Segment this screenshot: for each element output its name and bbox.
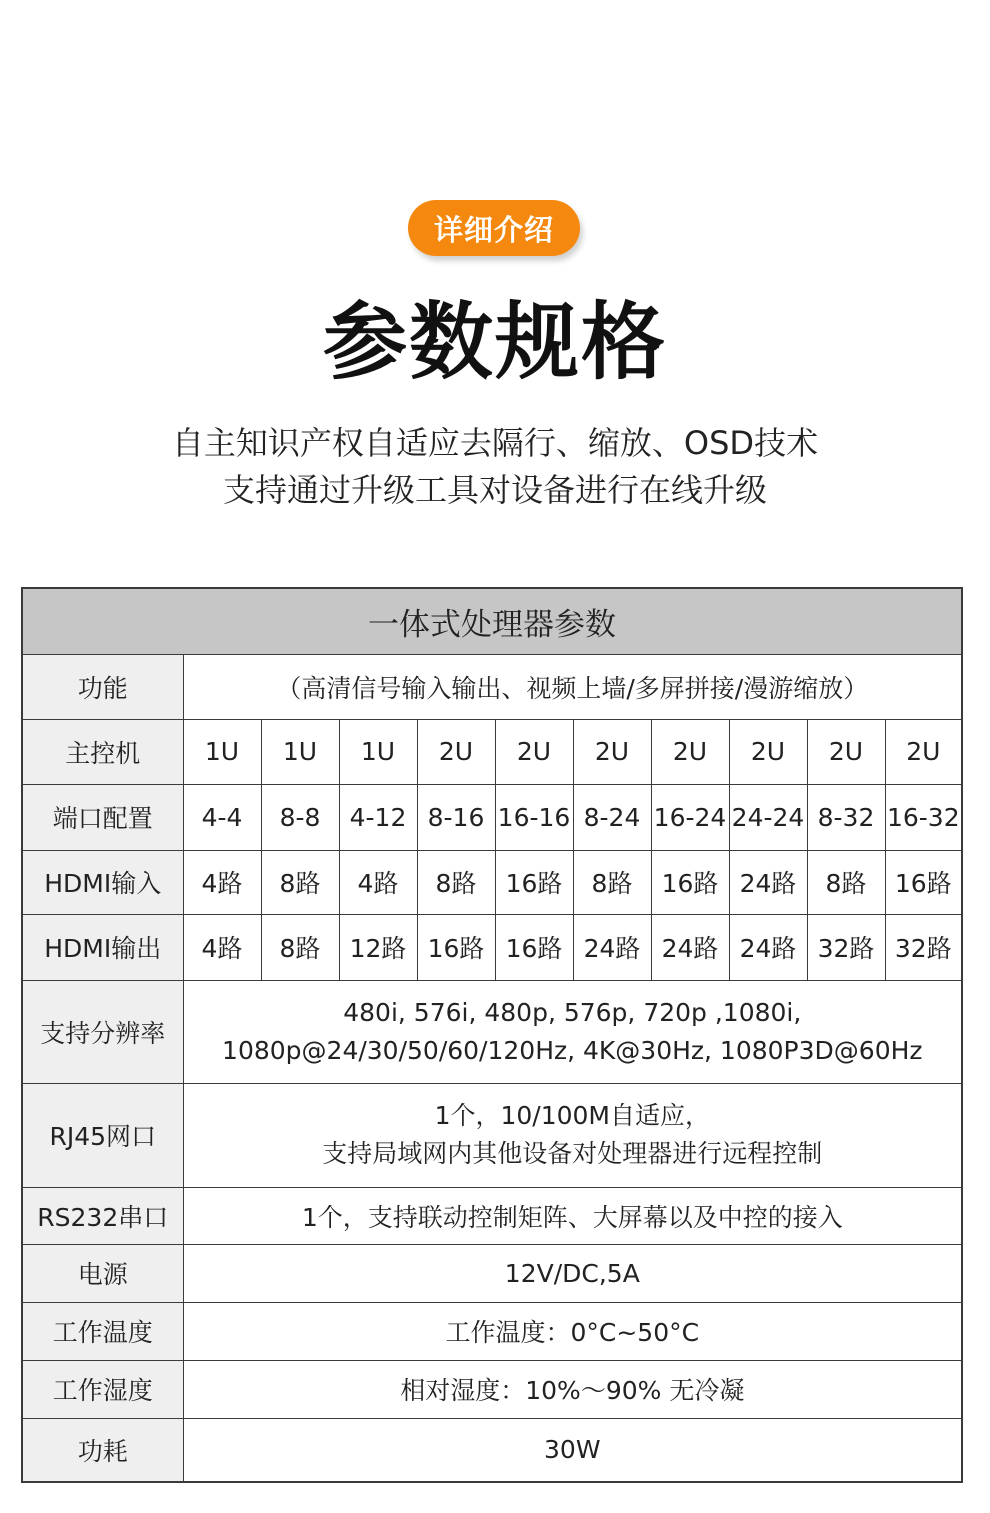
table-row-power (22, 1244, 962, 1302)
table-cell: 1U (183, 719, 261, 784)
table-title: 一体式处理器参数 (22, 588, 962, 654)
row-value (183, 980, 962, 1083)
table-cell: 16路 (651, 850, 729, 914)
table-cell: 16路 (495, 850, 573, 914)
table-cell: 4路 (183, 850, 261, 914)
table-cell: 4路 (339, 850, 417, 914)
row-value-line: 1080p@24/30/50/60/120Hz, 4K@30Hz, 1080P3D@60Hz (222, 1035, 923, 1065)
row-label: 电源 (22, 1244, 183, 1302)
row-value: 12V/DC,5A (183, 1244, 962, 1302)
table-cell: 2U (651, 719, 729, 784)
row-label: 功耗 (22, 1418, 183, 1482)
row-label: 主控机 (22, 719, 183, 784)
row-label: 支持分辨率 (22, 980, 183, 1083)
table-row-function (22, 654, 962, 719)
table-cell: 2U (885, 719, 962, 784)
table-cell: 1U (339, 719, 417, 784)
table-row-hdmi-in (22, 850, 962, 914)
table-row-resolution (22, 980, 962, 1083)
row-label: 端口配置 (22, 784, 183, 850)
table-cell: 2U (807, 719, 885, 784)
subtitle (0, 420, 990, 514)
table-cell: 16路 (417, 914, 495, 980)
row-value-line: 1个，10/100M自适应， (434, 1101, 711, 1130)
table-cell: 24路 (573, 914, 651, 980)
spec-table (21, 587, 963, 1483)
row-value-line: 支持局域网内其他设备对处理器进行远程控制 (322, 1139, 823, 1168)
table-row-hdmi-out (22, 914, 962, 980)
table-cell: 24-24 (729, 784, 807, 850)
table-cell: 2U (573, 719, 651, 784)
table-cell: 16-32 (885, 784, 962, 850)
row-label: HDMI输出 (22, 914, 183, 980)
table-cell: 24路 (651, 914, 729, 980)
table-cell: 8-24 (573, 784, 651, 850)
section-badge: 详细介绍 (408, 200, 580, 256)
row-value: 相对湿度：10%～90% 无冷凝 (183, 1360, 962, 1418)
table-cell: 24路 (729, 850, 807, 914)
table-cell: 8路 (573, 850, 651, 914)
table-cell: 8路 (261, 914, 339, 980)
table-cell: 32路 (885, 914, 962, 980)
table-cell: 2U (495, 719, 573, 784)
table-cell: 8路 (261, 850, 339, 914)
row-label: 功能 (22, 654, 183, 719)
row-label: HDMI输入 (22, 850, 183, 914)
table-cell: 24路 (729, 914, 807, 980)
table-cell: 4-12 (339, 784, 417, 850)
page-title: 参数规格 (322, 293, 667, 391)
table-cell: 2U (729, 719, 807, 784)
table-row-ports (22, 784, 962, 850)
table-cell: 2U (417, 719, 495, 784)
table-cell: 4路 (183, 914, 261, 980)
row-label: RJ45网口 (22, 1083, 183, 1187)
row-value (183, 1083, 962, 1187)
row-value: 30W (183, 1418, 962, 1482)
table-cell: 8路 (807, 850, 885, 914)
table-row-consumption (22, 1418, 962, 1482)
table-cell: 12路 (339, 914, 417, 980)
table-row-host (22, 719, 962, 784)
row-value: 1个，支持联动控制矩阵、大屏幕以及中控的接入 (183, 1187, 962, 1244)
table-cell: 1U (261, 719, 339, 784)
table-cell: 16-16 (495, 784, 573, 850)
row-value: 工作温度：0°C~50°C (183, 1302, 962, 1360)
table-row-humidity (22, 1360, 962, 1418)
row-label: 工作温度 (22, 1302, 183, 1360)
row-value: （高清信号输入输出、视频上墙/多屏拼接/漫游缩放） (183, 654, 962, 719)
table-header-row (22, 588, 962, 654)
subtitle-line: 自主知识产权自适应去隔行、缩放、OSD技术 (171, 424, 819, 462)
table-cell: 8路 (417, 850, 495, 914)
table-cell: 16路 (495, 914, 573, 980)
table-row-rj45 (22, 1083, 962, 1187)
table-cell: 8-16 (417, 784, 495, 850)
row-label: 工作湿度 (22, 1360, 183, 1418)
table-cell: 8-32 (807, 784, 885, 850)
table-cell: 4-4 (183, 784, 261, 850)
table-cell: 16-24 (651, 784, 729, 850)
row-label: RS232串口 (22, 1187, 183, 1244)
subtitle-line: 支持通过升级工具对设备进行在线升级 (222, 471, 767, 509)
table-cell: 16路 (885, 850, 962, 914)
table-cell: 32路 (807, 914, 885, 980)
row-value-line: 480i, 576i, 480p, 576p, 720p ,1080i, (343, 997, 802, 1027)
table-row-rs232 (22, 1187, 962, 1244)
table-row-temp (22, 1302, 962, 1360)
table-cell: 8-8 (261, 784, 339, 850)
